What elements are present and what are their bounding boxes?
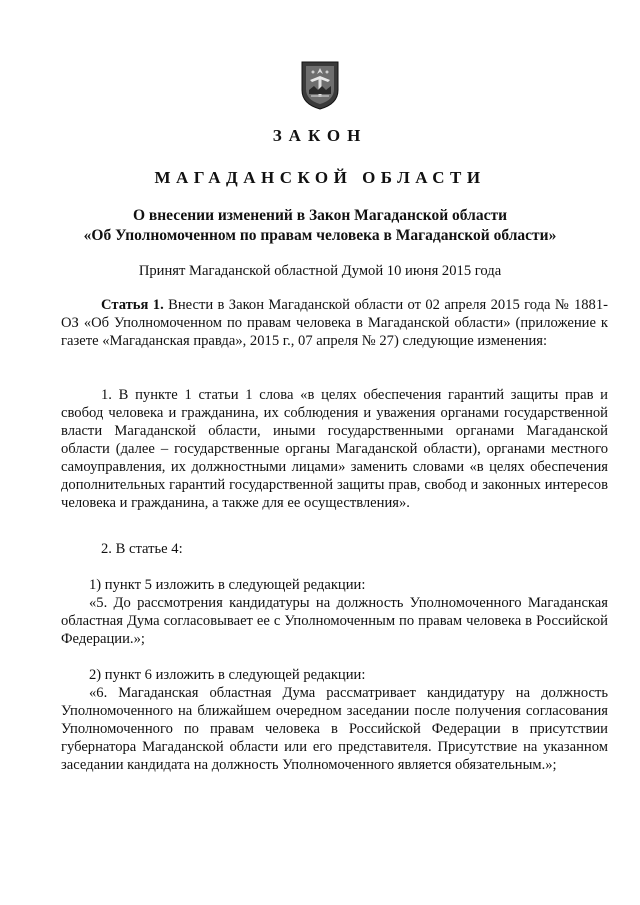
- adoption-note: Принят Магаданской областной Думой 10 июня 2015 года: [138, 263, 502, 279]
- item-2: [61, 540, 608, 558]
- region-title: МАГАДАНСКОЙ ОБЛАСТИ: [154, 168, 486, 187]
- article-1-text: Внести в Закон Магаданской области от 02 апреля 2015 года № 1881-ОЗ «Об Уполномоченном по правам человека в Магаданской области» (приложение к газете «Магаданская правда», 2015 г., 07 апреля № 27) следующие изменения:: [61, 297, 608, 349]
- coat-of-arms-emblem-icon: [300, 60, 340, 110]
- law-subject-line-1: О внесении изменений в Закон Магаданской области: [132, 207, 508, 224]
- subitem-1-intro: 1) пункт 5 изложить в следующей редакции:: [89, 577, 366, 593]
- subitem-2: [61, 666, 608, 774]
- article-1: [61, 296, 608, 350]
- subitem-1: [61, 576, 608, 648]
- law-title: ЗАКОН: [272, 126, 368, 145]
- subitem-2-intro: 2) пункт 6 изложить в следующей редакции:: [89, 667, 366, 683]
- item-1-text: 1. В пункте 1 статьи 1 слова «в целях обеспечения гарантий защиты прав и свобод человека и гражданина, их соблюдения и уважения органами государственной власти Магаданской области, иными государственными органами Магаданской области (далее – государственные органы Магаданской области), органами местного самоуправления, их должностными лицами» заменить словами «в целях обеспечения дополнительных гарантий государственной защиты прав, свобод и законных интересов человека и гражданина, а также для ее осуществления».: [61, 387, 608, 511]
- item-1: [61, 386, 608, 512]
- law-subject-line-2: «Об Уполномоченном по правам человека в Магаданской области»: [83, 227, 557, 244]
- article-1-label: Статья 1.: [101, 297, 164, 313]
- subitem-2-quote: «6. Магаданская областная Дума рассматривает кандидатуру на должность Уполномоченного на ближайшем очередном заседании после получения согласования Уполномоченного по правам человека в Российской Федерации в присутствии губернатора Магаданской области или его представителя. Присутствие на указанном заседании кандидата на должность Уполномоченного является обязательным.»;: [61, 685, 608, 773]
- law-subject: [40, 206, 600, 246]
- subitem-1-quote: «5. До рассмотрения кандидатуры на должность Уполномоченного Магаданская областная Дума согласовывает ее с Уполномоченным по правам человека в Российской Федерации.»;: [61, 595, 608, 647]
- item-2-text: 2. В статье 4:: [101, 541, 183, 557]
